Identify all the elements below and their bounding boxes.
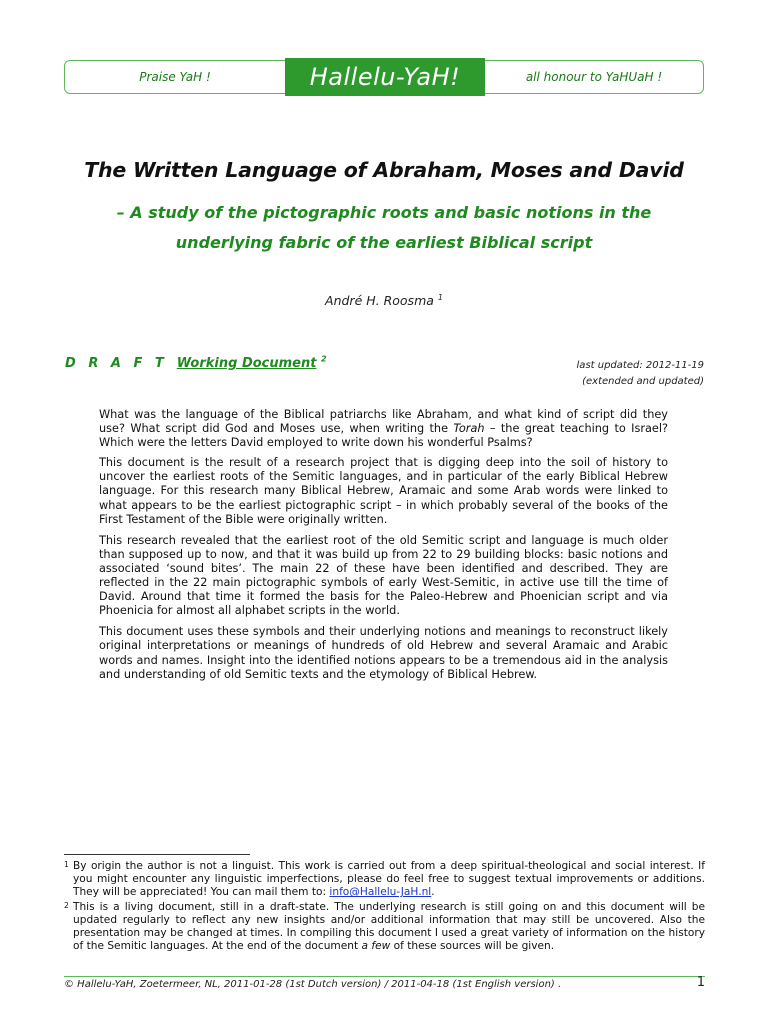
footnote-2: 2 This is a living document, still in a draft-state. The underlying research is still going on and this document will be updated regularly to reflect any new insights and/or additional information that may still be uncovered. Also the presentation may be changed at times. In compiling this document I used a great variety of information on the history of the Semitic languages. At the end of the document a few of these sources will be given. bbox=[64, 900, 705, 953]
email-link[interactable]: info@Hallelu-JaH.nl bbox=[329, 886, 432, 899]
footnote-divider bbox=[64, 854, 250, 855]
paragraph-4: This document uses these symbols and their underlying notions and meanings to reconstruct likely original interpretations or meanings of hundreds of old Hebrew and several Aramaic and Arabic words and names. Insight into the identified notions appears to be a tremendous aid in the analysis and understanding of old Semitic texts and the etymology of Biblical Hebrew. bbox=[99, 625, 668, 681]
last-updated bbox=[577, 358, 704, 390]
footer-divider bbox=[64, 976, 705, 977]
document-subtitle bbox=[0, 198, 768, 258]
page-footer bbox=[64, 975, 705, 990]
draft-heading bbox=[65, 356, 327, 371]
author-footnote-ref[interactable]: 1 bbox=[437, 292, 443, 302]
paragraph-3: This research revealed that the earliest root of the old Semitic script and language is much older than supposed up to now, and that it was build up from 22 to 29 building blocks: basic notions and associated ‘sound bites’. The main 22 of these have been identified and described. They are reflected in the 22 main pictographic symbols of early West-Semitic, in active use till the time of David. Around that time it formed the basis for the Paleo-Hebrew and Phoenician script and via Phoenicia for almost all alphabet scripts in the world. bbox=[99, 533, 668, 618]
draft-footnote-ref[interactable]: 2 bbox=[321, 354, 327, 364]
banner-logo: Hallelu-YaH! bbox=[285, 58, 485, 96]
footnote-1: 1 By origin the author is not a linguist. This work is carried out from a deep spiritual-theological and social interest. If you might encounter any linguistic imperfections, please do feel free to suggest textual improvements or additions. They will be appreciated! You can mail them to: info@Hallelu-JaH.nl. bbox=[64, 860, 705, 899]
banner-left-text: Praise YaH ! bbox=[139, 70, 211, 84]
subtitle-line-2: underlying fabric of the earliest Biblical script bbox=[175, 233, 593, 252]
header-banner bbox=[64, 60, 704, 94]
draft-label: D R A F T bbox=[65, 356, 168, 371]
author-name: André H. Roosma bbox=[325, 293, 434, 308]
paragraph-2: This document is the result of a research project that is digging deep into the soil of history to uncover the earliest roots of the Semitic languages, and in particular of the early Biblical Hebrew language. For this research many Biblical Hebrew, Aramaic and some Arab words were linked to what appears to be the earliest pictographic script – in which probably several of the books of the First Testament of the Bible were originally written. bbox=[99, 456, 668, 526]
last-updated-date: last updated: 2012-11-19 bbox=[576, 360, 704, 371]
footer-copyright: © Hallelu-YaH, Zoetermeer, NL, 2011-01-28 (1st Dutch version) / 2011-04-18 (1st English version) . bbox=[64, 979, 562, 990]
footnote-2-number: 2 bbox=[64, 900, 69, 910]
subtitle-line-1: – A study of the pictographic roots and basic notions in the bbox=[116, 203, 652, 222]
working-document-label: Working Document bbox=[176, 356, 317, 371]
banner-right-text: all honour to YaHUaH ! bbox=[525, 70, 663, 84]
footnote-2-emphasis: a few bbox=[361, 940, 391, 953]
footnotes bbox=[64, 860, 705, 954]
abstract bbox=[99, 408, 668, 689]
page-number: 1 bbox=[696, 975, 705, 990]
torah-emphasis: Torah bbox=[453, 422, 485, 436]
last-updated-note: (extended and updated) bbox=[582, 376, 704, 387]
paragraph-1: What was the language of the Biblical patriarchs like Abraham, and what kind of script did they use? What script did God and Moses use, when writing the Torah – the great teaching to Israel? Which were the letters David employed to write down his wonderful Psalms? bbox=[99, 408, 668, 450]
footnote-1-number: 1 bbox=[64, 860, 69, 869]
author-line bbox=[0, 293, 768, 308]
document-title: The Written Language of Abraham, Moses and David bbox=[84, 158, 684, 182]
